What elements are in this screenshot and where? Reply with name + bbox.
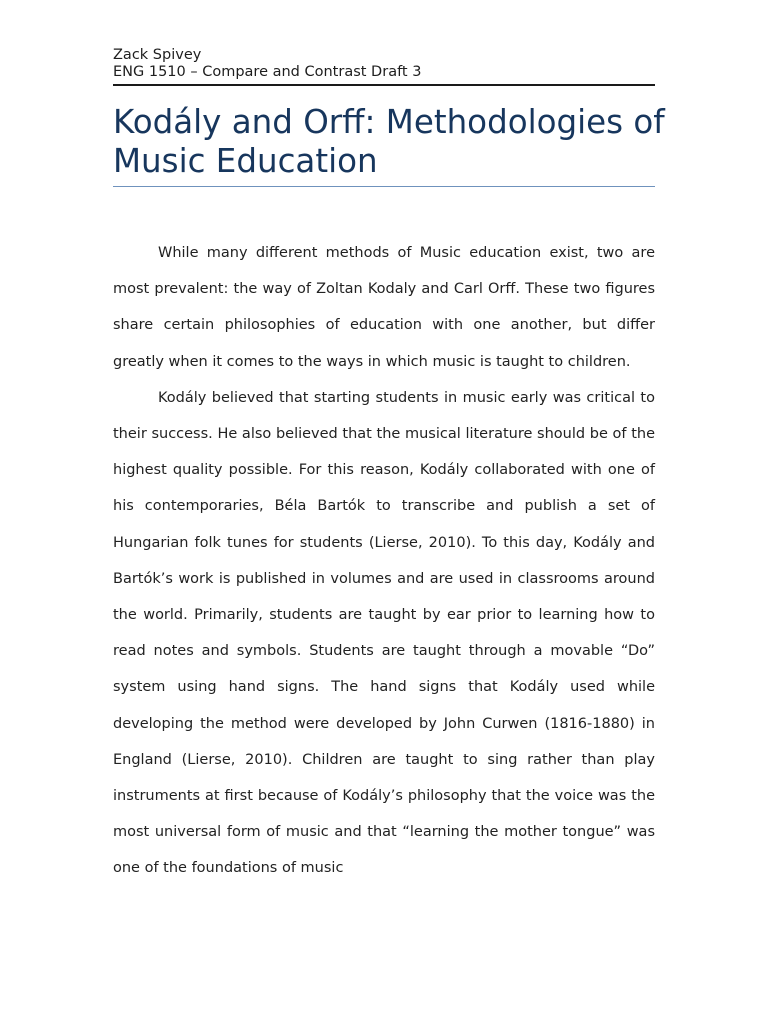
document-title: Kodály and Orff: Methodologies of Music Education [113,103,665,180]
document-header [113,47,655,81]
course-line: ENG 1510 – Compare and Contrast Draft 3 [113,64,422,80]
header-divider [113,84,655,86]
paragraph: While many different methods of Music education exist, two are most prevalent: the way of Zoltan Kodaly and Carl Orff. These two figures share certain philosophies of education with one another, but differ greatly when it comes to the ways in which music is taught to children. [113,245,655,370]
author-name: Zack Spivey [113,47,202,63]
document-body [113,235,655,887]
title-divider [113,186,655,187]
paragraph: Kodály believed that starting students in music early was critical to their success. He also believed that the musical literature should be of the highest quality possible. For this reason, Kodály collaborated with one of his contemporaries, Béla Bartók to transcribe and publish a set of Hungarian folk tunes for students (Lierse, 2010). To this day, Kodály and Bartók’s work is published in volumes and are used in classrooms around the world. Primarily, students are taught by ear prior to learning how to read notes and symbols. Students are taught through a movable “Do” system using hand signs. The hand signs that Kodály used while developing the method were developed by John Curwen (1816-1880) in England (Lierse, 2010). Children are taught to sing rather than play instruments at first because of Kodály’s philosophy that the voice was the most universal form of music and that “learning the mother tongue” was one of the foundations of music [113,389,655,877]
